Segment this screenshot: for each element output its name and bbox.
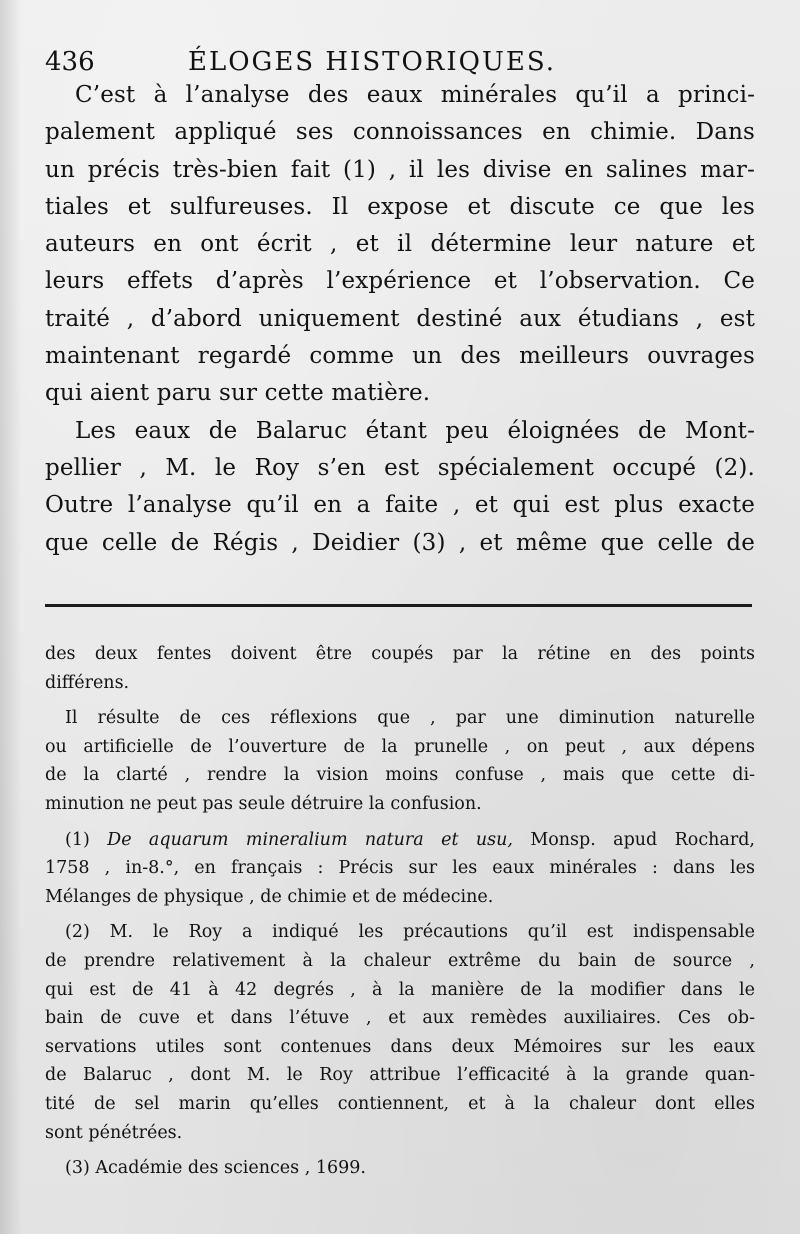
note-line: servations utiles sont contenues dans deux Mémoires sur les eaux <box>45 1036 755 1057</box>
text-line: qui aient paru sur cette matière. <box>45 380 431 407</box>
text-line: Outre l’analyse qu’il en a faite , et qui est plus exacte <box>45 492 755 519</box>
footnote-1 <box>45 826 755 912</box>
note-line: de prendre relativement à la chaleur extrême du bain de source , <box>45 950 755 971</box>
footnotes <box>45 640 755 1183</box>
text-line: leurs effets d’après l’expérience et l’observation. Ce <box>45 268 755 295</box>
text-line: auteurs en ont écrit , et il détermine leur nature et <box>45 231 755 258</box>
note-line: (2) M. le Roy a indiqué les précautions qu’il est indispensable <box>65 922 755 943</box>
footnote-separator-rule <box>45 604 752 607</box>
note-line: (3) Académie des sciences , 1699. <box>65 1158 366 1179</box>
note-line: des deux fentes doivent être coupés par la rétine en des points <box>45 644 755 664</box>
footnote-marker: (1) <box>65 829 90 850</box>
paragraph-balaruc <box>45 413 755 562</box>
text-line: un précis très-bien fait (1) , il les divise en salines mar- <box>45 156 755 183</box>
footnote-text: Monsp. apud Rochard, <box>530 829 755 850</box>
note-reflexion <box>45 704 755 818</box>
note-line: minution ne peut pas seule détruire la confusion. <box>45 793 482 814</box>
paragraph-mineral-waters <box>45 77 755 413</box>
text-line: maintenant regardé comme un des meilleurs ouvrages <box>45 343 755 370</box>
page-edge-shadow <box>0 0 22 1234</box>
note-line: différens. <box>45 672 130 693</box>
note-line: Il résulte de ces réflexions que , par une diminution naturelle <box>65 708 755 729</box>
note-line: de la clarté , rendre la vision moins confuse , mais que cette di- <box>45 765 755 786</box>
text-line: C’est à l’analyse des eaux minérales qu’il a princi- <box>75 82 755 108</box>
page-number: 436 <box>45 47 95 77</box>
note-line: Mélanges de physique , de chimie et de médecine. <box>45 886 494 907</box>
note-line: 1758 , in-8.°, en français : Précis sur les eaux minérales : dans les <box>45 858 755 879</box>
note-line: qui est de 41 à 42 degrés , à la manière de la modifier dans le <box>45 979 755 1000</box>
note-line: bain de cuve et dans l’étuve , et aux remèdes auxiliaires. Ces ob- <box>45 1008 755 1029</box>
footnote-title: De aquarum mineralium natura et usu, <box>107 829 513 850</box>
main-text <box>45 77 755 562</box>
footnote-3 <box>45 1154 755 1183</box>
text-line: Les eaux de Balaruc étant peu éloignées de Mont- <box>75 417 755 444</box>
text-line: palement appliqué ses connoissances en chimie. Dans <box>45 119 755 146</box>
note-line: de Balaruc , dont M. le Roy attribue l’efficacité à la grande quan- <box>45 1065 755 1086</box>
text-line: traité , d’abord uniquement destiné aux étudians , est <box>45 305 755 332</box>
text-line: pellier , M. le Roy s’en est spécialement occupé (2). <box>45 454 755 481</box>
text-line: tiales et sulfureuses. Il expose et discute ce que les <box>45 193 755 220</box>
note-line: sont pénétrées. <box>45 1122 183 1143</box>
note-continuation <box>45 640 755 697</box>
note-line: ou artificielle de l’ouverture de la prunelle , on peut , aux dépens <box>45 736 755 757</box>
note-line <box>45 826 755 855</box>
running-title: ÉLOGES HISTORIQUES. <box>188 47 557 77</box>
note-line: tité de sel marin qu’elles contiennent, et à la chaleur dont elles <box>45 1093 755 1114</box>
text-line: que celle de Régis , Deidier (3) , et même que celle de <box>45 529 755 556</box>
footnote-2 <box>45 918 755 1147</box>
